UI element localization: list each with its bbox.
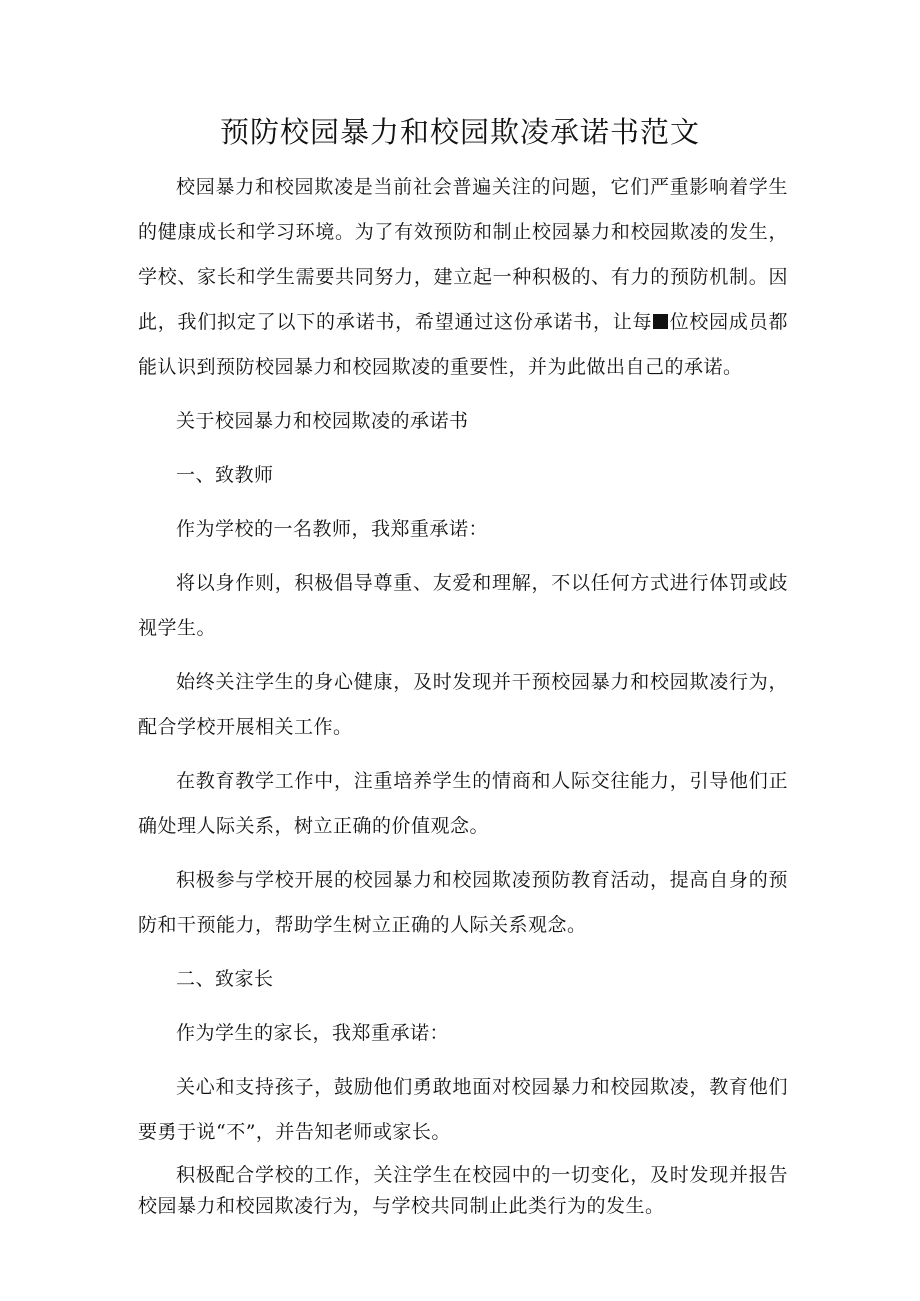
subtitle: 关于校园暴力和校园欺凌的承诺书 [176, 410, 469, 432]
intro-text-part1: 校园暴力和校园欺凌是当前社会普遍关注的问题，它们严重影响着学生的健康成长和学习环境。为了有效预防和制止校园暴力和校园欺凌的发生，学校、家长和学生需要共同努力，建立起一种积极的、有力的预防机制。因此，我们拟定了以下的承诺书，希望通过这份承诺书，让每 [138, 176, 788, 333]
square-mark-icon [653, 314, 668, 329]
teacher-commitment-item: 将以身作则，积极倡导尊重、友爱和理解，不以任何方式进行体罚或歧视学生。 [138, 572, 788, 639]
document-body [138, 165, 788, 1231]
section-heading-teachers: 一、致教师 [176, 464, 274, 486]
intro-paragraph [138, 165, 788, 390]
section-lead-teachers: 作为学校的一名教师，我郑重承诺： [176, 518, 489, 540]
teacher-commitment-item: 始终关注学生的身心健康，及时发现并干预校园暴力和校园欺凌行为，配合学校开展相关工作。 [138, 671, 788, 738]
teacher-commitment-item: 积极参与学校开展的校园暴力和校园欺凌预防教育活动，提高自身的预防和干预能力，帮助学生树立正确的人际关系观念。 [138, 869, 788, 936]
parent-commitment-item: 关心和支持孩子，鼓励他们勇敢地面对校园暴力和校园欺凌，教育他们要勇于说“不”，并告知老师或家长。 [138, 1076, 788, 1143]
section-lead-parents: 作为学生的家长，我郑重承诺： [176, 1022, 450, 1044]
teacher-commitment-item: 在教育教学工作中，注重培养学生的情商和人际交往能力，引导他们正确处理人际关系，树立正确的价值观念。 [138, 770, 788, 837]
intro-text-part2: 位校园成员都能认识到预防校园暴力和校园欺凌的重要性，并为此做出自己的承诺。 [138, 311, 788, 378]
document-title: 预防校园暴力和校园欺凌承诺书范文 [219, 115, 700, 149]
parent-commitment-item: 积极配合学校的工作，关注学生在校园中的一切变化，及时发现并报告校园暴力和校园欺凌行为，与学校共同制止此类行为的发生。 [138, 1164, 788, 1217]
section-heading-parents: 二、致家长 [176, 968, 274, 990]
